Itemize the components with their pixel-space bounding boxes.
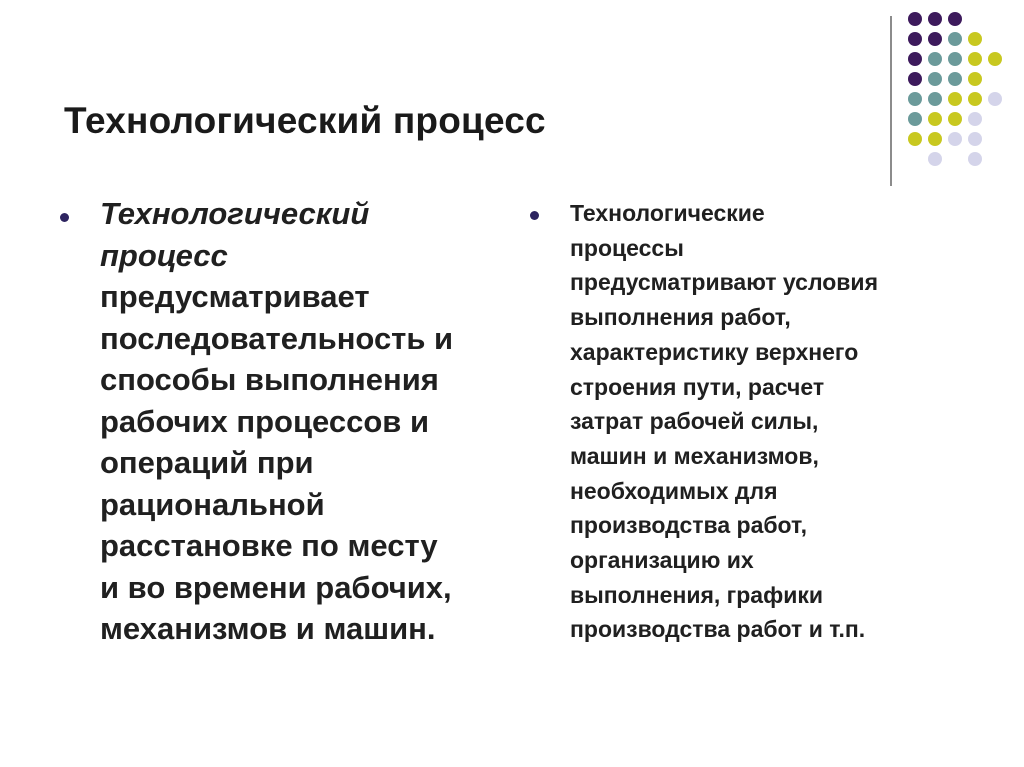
text-line: затрат рабочей силы, — [570, 408, 819, 435]
dot-purple — [948, 12, 962, 26]
dot-purple — [908, 12, 922, 26]
text-line: выполнения, графики — [570, 581, 824, 608]
dot-purple — [908, 52, 922, 66]
dot-olive — [928, 132, 942, 146]
bullet-text — [100, 193, 500, 650]
text-line: организацию их — [570, 547, 754, 574]
bullet-dot-icon — [530, 211, 539, 220]
dot-teal — [928, 72, 942, 86]
dot-teal — [948, 32, 962, 46]
text-line: производства работ и т.п. — [570, 616, 866, 643]
text-line: операций при — [100, 445, 314, 480]
text-line: расстановке по месту — [100, 528, 438, 563]
text-line: процессы — [570, 234, 684, 261]
dot-olive — [968, 72, 982, 86]
text-line: необходимых для — [570, 477, 778, 504]
dot-olive — [948, 92, 962, 106]
text-line: предусматривают условия — [570, 269, 878, 296]
decorative-dot-grid — [908, 12, 1008, 162]
text-line: предусматривает — [100, 279, 370, 314]
dot-lavender — [988, 92, 1002, 106]
dot-teal — [928, 52, 942, 66]
dot-lavender — [968, 132, 982, 146]
right-column — [530, 196, 960, 647]
text-line: рабочих процессов и — [100, 403, 430, 439]
dot-teal — [908, 92, 922, 106]
dot-teal — [908, 112, 922, 126]
text-line: механизмов и машин. — [100, 611, 436, 646]
bullet-item — [60, 193, 500, 650]
text-line: строения пути, расчет — [570, 373, 825, 400]
text-line: машин и механизмов, — [570, 442, 819, 469]
dot-lavender — [948, 132, 962, 146]
text-line: производства работ, — [570, 512, 807, 539]
text-line: характеристику верхнего — [570, 338, 859, 365]
dot-purple — [908, 32, 922, 46]
dot-olive — [988, 52, 1002, 66]
bullet-item — [530, 196, 960, 647]
bullet-text — [570, 196, 960, 647]
text-line: Технологические — [570, 200, 765, 226]
dot-teal — [948, 52, 962, 66]
bullet-dot-icon — [60, 213, 69, 222]
text-line: рациональной — [100, 486, 325, 522]
dot-teal — [948, 72, 962, 86]
text-line: процесс — [100, 237, 228, 273]
dot-olive — [908, 132, 922, 146]
dot-olive — [928, 112, 942, 126]
dot-purple — [928, 12, 942, 26]
text-line: выполнения работ, — [570, 304, 791, 331]
left-column — [60, 193, 500, 650]
text-line: Технологический — [100, 196, 370, 231]
dot-olive — [968, 52, 982, 66]
dot-lavender — [928, 152, 942, 166]
dot-purple — [928, 32, 942, 46]
dot-lavender — [968, 152, 982, 166]
text-line: и во времени рабочих, — [100, 569, 452, 605]
decorative-divider — [890, 16, 892, 186]
dot-olive — [948, 112, 962, 126]
slide-title: Технологический процесс — [64, 100, 546, 141]
dot-olive — [968, 92, 982, 106]
text-line: последовательность и — [100, 320, 454, 356]
dot-purple — [908, 72, 922, 86]
dot-teal — [928, 92, 942, 106]
dot-olive — [968, 32, 982, 46]
dot-lavender — [968, 112, 982, 126]
text-line: способы выполнения — [100, 362, 439, 397]
